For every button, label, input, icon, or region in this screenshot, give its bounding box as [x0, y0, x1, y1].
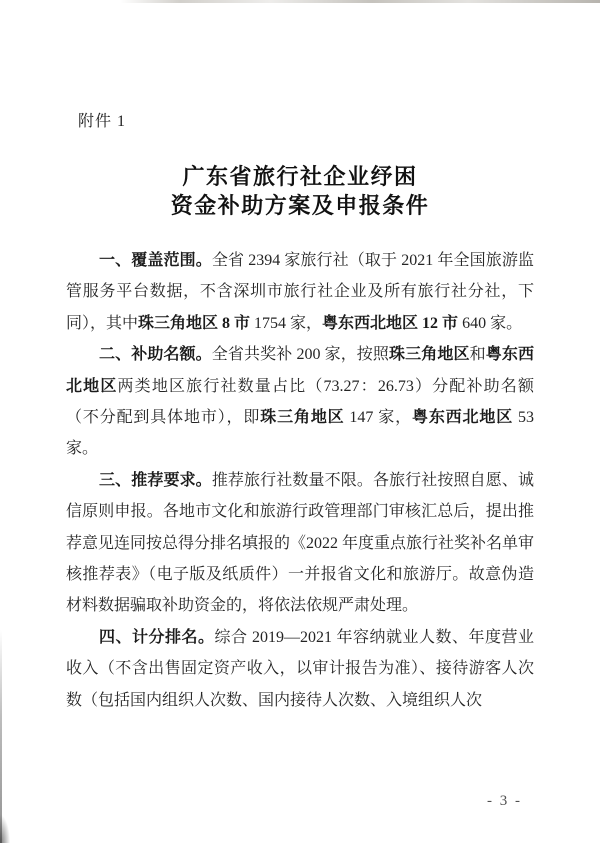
- emphasis-text: 二、补助名额。: [99, 346, 212, 364]
- body-text: 147 家，: [344, 409, 412, 427]
- body-text: 全省共奖补 200 家，按照: [211, 346, 390, 364]
- scan-artifact-corner-smudge: [0, 815, 10, 843]
- body-text: 53 家。: [66, 409, 534, 458]
- page-number: - 3 -: [487, 793, 522, 809]
- document-title-line-2: 资金补助方案及申报条件: [170, 193, 430, 218]
- body-text: 推荐旅行社数量不限。各旅行社按照自愿、诚信原则申报。各地市文化和旅游行政管理部门审核汇总后，提出推荐意见连同按总得分排名填报的《2022 年度重点旅行社奖补名单审核推荐表》（电子版及纸质件）一并报省文化和旅游厅。故意伪造材料数据骗取补助资金的，将依法依规严肃处理。: [66, 471, 535, 615]
- body-text: 640 家。: [458, 314, 523, 332]
- paragraph-coverage-scope: [66, 245, 534, 339]
- scan-artifact-left-edge: [0, 630, 2, 843]
- paragraph-subsidy-quota: [66, 339, 534, 465]
- attachment-label: 附件 1: [78, 113, 127, 130]
- emphasis-text: 珠三角地区: [389, 346, 470, 364]
- paragraph-scoring-ranking: [66, 622, 534, 716]
- document-body: [66, 245, 534, 716]
- emphasis-text: 四、计分排名。: [99, 628, 215, 646]
- emphasis-text: 粤东西北地区 12 市: [322, 314, 459, 332]
- document-title: [0, 162, 600, 220]
- body-text: 综合 2019—2021 年容纳就业人数、年度营业收入（不含出售固定资产收入，以审计报告为准）、接待游客人次数（包括国内组织人次数、国内接待人次数、入境组织人次: [66, 628, 534, 709]
- emphasis-text: 粤东西北地区: [66, 346, 534, 395]
- document-title-line-1: 广东省旅行社企业纾困: [182, 164, 418, 189]
- scan-artifact-top-edge: [0, 0, 600, 3]
- emphasis-text: 三、推荐要求。: [99, 471, 212, 489]
- emphasis-text: 粤东西北地区: [411, 409, 514, 427]
- body-text: 全省 2394 家旅行社（取于 2021 年全国旅游监管服务平台数据，不含深圳市旅行社企业及所有旅行社分社，下同），其中: [66, 252, 534, 332]
- emphasis-text: 珠三角地区 8 市: [138, 314, 251, 332]
- emphasis-text: 珠三角地区: [260, 409, 345, 427]
- body-text: 两类地区旅行社数量占比（73.27：26.73）分配补助名额（不分配到具体地市），即: [66, 377, 534, 427]
- emphasis-text: 一、覆盖范围。: [99, 252, 212, 269]
- body-text: 1754 家，: [250, 314, 323, 332]
- body-text: 和: [469, 346, 486, 364]
- paragraph-recommendation-requirements: [66, 465, 534, 622]
